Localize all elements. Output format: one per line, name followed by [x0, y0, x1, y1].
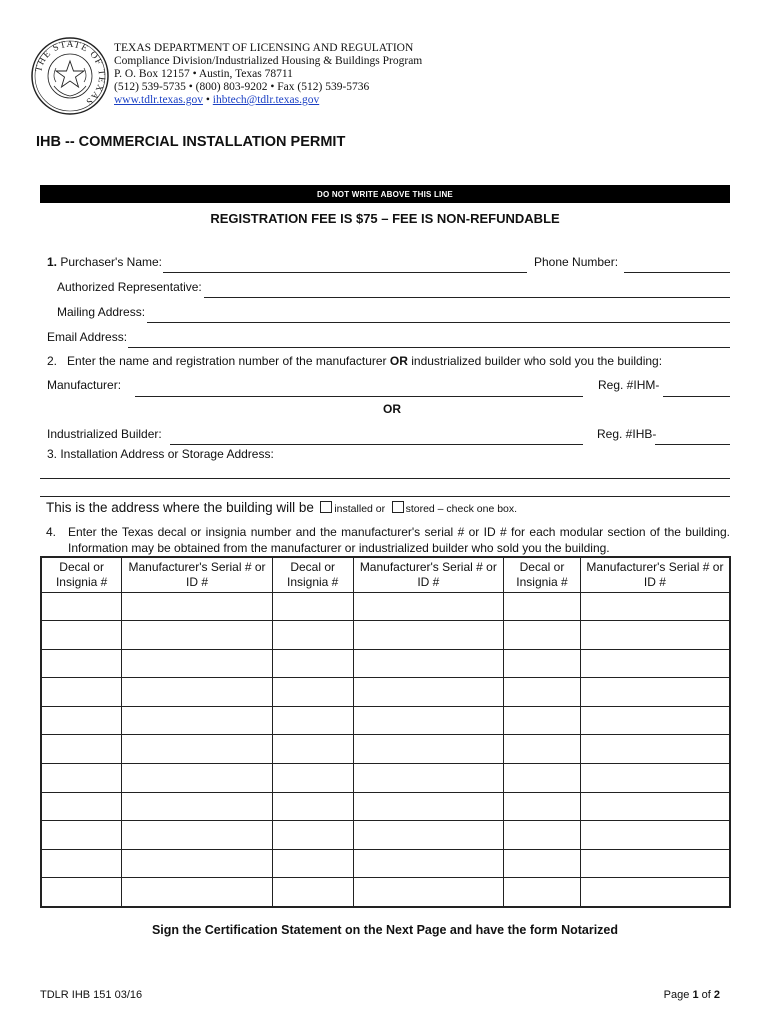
email-link[interactable]: ihbtech@tdlr.texas.gov	[212, 94, 320, 106]
installed-checkbox[interactable]	[320, 501, 332, 513]
form-title: IHB -- COMMERCIAL INSTALLATION PERMIT	[36, 134, 346, 150]
decal-insignia-cell[interactable]	[504, 849, 581, 878]
section-2-number: 2.	[47, 354, 58, 368]
serial-id-cell[interactable]	[580, 849, 730, 878]
table-row	[41, 621, 730, 650]
serial-id-cell[interactable]	[580, 706, 730, 735]
serial-id-cell[interactable]	[122, 621, 273, 650]
serial-table-body	[41, 592, 730, 907]
serial-id-cell[interactable]	[353, 735, 504, 764]
purchaser-name-field[interactable]	[163, 272, 527, 273]
mailing-address-field[interactable]	[147, 322, 730, 323]
section-2-instruction	[47, 354, 662, 368]
installation-address-label: 3. Installation Address or Storage Address:	[47, 447, 274, 461]
section-2-text-after: industrialized builder who sold you the building:	[407, 354, 663, 368]
column-header-serial-2: Manufacturer's Serial # or ID #	[353, 557, 504, 592]
phone-number-field[interactable]	[624, 272, 730, 273]
decal-insignia-cell[interactable]	[504, 706, 581, 735]
page-indicator	[664, 989, 720, 1001]
section-4-number: 4.	[46, 525, 57, 539]
installation-address-field-2[interactable]	[40, 496, 730, 497]
column-header-serial-1: Manufacturer's Serial # or ID #	[122, 557, 273, 592]
do-not-write-bar: DO NOT WRITE ABOVE THIS LINE	[40, 185, 730, 203]
decal-insignia-cell[interactable]	[504, 649, 581, 678]
serial-id-cell[interactable]	[353, 878, 504, 907]
serial-id-cell[interactable]	[122, 706, 273, 735]
texas-seal-logo	[30, 36, 110, 116]
serial-id-cell[interactable]	[122, 735, 273, 764]
serial-id-cell[interactable]	[122, 592, 273, 621]
table-row	[41, 821, 730, 850]
serial-id-cell[interactable]	[122, 764, 273, 793]
decal-insignia-cell[interactable]	[272, 792, 353, 821]
reg-ihb-field[interactable]	[655, 444, 730, 445]
serial-id-cell[interactable]	[580, 649, 730, 678]
serial-id-cell[interactable]	[580, 592, 730, 621]
column-header-decal-1: Decal or Insignia #	[41, 557, 122, 592]
decal-insignia-cell[interactable]	[272, 878, 353, 907]
decal-insignia-cell[interactable]	[41, 821, 122, 850]
page-word: Page	[663, 989, 690, 1001]
reg-ihm-field[interactable]	[663, 396, 730, 397]
serial-id-cell[interactable]	[580, 764, 730, 793]
serial-id-cell[interactable]	[353, 678, 504, 707]
serial-id-cell[interactable]	[580, 821, 730, 850]
section-2-or: OR	[389, 354, 408, 368]
fee-notice: REGISTRATION FEE IS $75 – FEE IS NON-REFUNDABLE	[210, 211, 560, 226]
decal-insignia-cell[interactable]	[41, 706, 122, 735]
serial-id-cell[interactable]	[122, 878, 273, 907]
serial-id-cell[interactable]	[122, 792, 273, 821]
contact-separator: •	[205, 94, 210, 106]
serial-id-cell[interactable]	[122, 821, 273, 850]
decal-insignia-cell[interactable]	[41, 878, 122, 907]
column-header-decal-3: Decal or Insignia #	[504, 557, 581, 592]
table-row	[41, 764, 730, 793]
section-2-text-before: Enter the name and registration number of the manufacturer	[67, 354, 390, 368]
serial-id-cell[interactable]	[353, 764, 504, 793]
serial-id-cell[interactable]	[353, 821, 504, 850]
decal-insignia-cell[interactable]	[504, 821, 581, 850]
decal-insignia-cell[interactable]	[272, 649, 353, 678]
mailing-address-label: Mailing Address:	[57, 305, 146, 319]
agency-phones: (512) 539-5735 • (800) 803-9202 • Fax (512) 539-5736	[114, 81, 370, 93]
decal-insignia-cell[interactable]	[41, 792, 122, 821]
serial-id-cell[interactable]	[580, 878, 730, 907]
decal-insignia-cell[interactable]	[504, 878, 581, 907]
reg-ihm-label: Reg. #IHM-	[598, 378, 660, 392]
manufacturer-field[interactable]	[135, 396, 583, 397]
decal-insignia-cell[interactable]	[272, 621, 353, 650]
section-4-text: Enter the Texas decal or insignia number and the manufacturer's serial # or ID # for each modular section of the building. Information may be obtained from the manufacturer or industrialized builder who sold you the building.	[68, 525, 730, 555]
table-row	[41, 849, 730, 878]
table-row	[41, 678, 730, 707]
table-row	[41, 792, 730, 821]
sign-certification-note: Sign the Certification Statement on the Next Page and have the form Notarized	[151, 923, 619, 937]
industrialized-builder-field[interactable]	[170, 444, 583, 445]
table-row	[41, 878, 730, 907]
table-header-row	[41, 557, 730, 592]
serial-id-cell[interactable]	[353, 592, 504, 621]
website-link[interactable]: www.tdlr.texas.gov	[114, 94, 204, 106]
serial-id-cell[interactable]	[353, 621, 504, 650]
reg-ihb-label: Reg. #IHB-	[597, 427, 657, 441]
column-header-decal-2: Decal or Insignia #	[272, 557, 353, 592]
decal-insignia-cell[interactable]	[504, 735, 581, 764]
decal-insignia-cell[interactable]	[272, 764, 353, 793]
stored-label: stored – check one box.	[405, 503, 518, 515]
install-or-store-row	[46, 499, 517, 517]
purchaser-label-text: Purchaser's Name:	[60, 255, 163, 269]
decal-insignia-cell[interactable]	[504, 621, 581, 650]
purchaser-name-label	[47, 255, 162, 269]
agency-name: TEXAS DEPARTMENT OF LICENSING AND REGULATION	[114, 42, 414, 54]
serial-number-table	[40, 556, 731, 908]
authorized-rep-label: Authorized Representative:	[57, 280, 202, 294]
section-1-number: 1.	[47, 255, 58, 269]
page-of: of	[701, 989, 711, 1001]
serial-id-cell[interactable]	[122, 678, 273, 707]
serial-id-cell[interactable]	[122, 649, 273, 678]
decal-insignia-cell[interactable]	[504, 592, 581, 621]
table-row	[41, 649, 730, 678]
page-total: 2	[713, 989, 720, 1001]
stored-checkbox[interactable]	[392, 501, 404, 513]
industrialized-builder-label: Industrialized Builder:	[47, 427, 162, 441]
decal-insignia-cell[interactable]	[272, 592, 353, 621]
decal-insignia-cell[interactable]	[41, 621, 122, 650]
decal-insignia-cell[interactable]	[41, 678, 122, 707]
building-address-prefix: This is the address where the building will be	[46, 500, 314, 515]
decal-insignia-cell[interactable]	[41, 649, 122, 678]
or-divider: OR	[383, 402, 401, 416]
serial-id-cell[interactable]	[580, 678, 730, 707]
agency-contacts	[114, 94, 319, 107]
serial-id-cell[interactable]	[580, 735, 730, 764]
installed-label: installed or	[334, 503, 386, 515]
decal-insignia-cell[interactable]	[41, 592, 122, 621]
manufacturer-label: Manufacturer:	[47, 378, 122, 392]
table-row	[41, 592, 730, 621]
decal-insignia-cell[interactable]	[41, 849, 122, 878]
agency-division: Compliance Division/Industrialized Housing & Buildings Program	[114, 55, 423, 67]
decal-insignia-cell[interactable]	[504, 792, 581, 821]
decal-insignia-cell[interactable]	[272, 821, 353, 850]
table-row	[41, 735, 730, 764]
serial-id-cell[interactable]	[580, 621, 730, 650]
decal-insignia-cell[interactable]	[272, 735, 353, 764]
authorized-rep-field[interactable]	[204, 297, 730, 298]
section-4-instruction	[46, 524, 730, 556]
decal-insignia-cell[interactable]	[41, 735, 122, 764]
decal-insignia-cell[interactable]	[504, 678, 581, 707]
svg-text:THE STATE OF TEXAS: THE STATE OF TEXAS	[34, 39, 107, 107]
table-row	[41, 706, 730, 735]
agency-address: P. O. Box 12157 • Austin, Texas 78711	[114, 68, 293, 80]
email-address-label: Email Address:	[47, 330, 128, 344]
serial-id-cell[interactable]	[580, 792, 730, 821]
serial-id-cell[interactable]	[353, 649, 504, 678]
decal-insignia-cell[interactable]	[504, 764, 581, 793]
decal-insignia-cell[interactable]	[272, 706, 353, 735]
email-address-field[interactable]	[128, 347, 730, 348]
decal-insignia-cell[interactable]	[41, 764, 122, 793]
form-code: TDLR IHB 151 03/16	[40, 989, 143, 1001]
page-current: 1	[692, 989, 699, 1001]
column-header-serial-3: Manufacturer's Serial # or ID #	[580, 557, 730, 592]
decal-insignia-cell[interactable]	[272, 849, 353, 878]
installation-address-field-1[interactable]	[40, 478, 730, 479]
serial-id-cell[interactable]	[353, 792, 504, 821]
serial-id-cell[interactable]	[122, 849, 273, 878]
decal-insignia-cell[interactable]	[272, 678, 353, 707]
serial-id-cell[interactable]	[353, 849, 504, 878]
serial-id-cell[interactable]	[353, 706, 504, 735]
phone-number-label: Phone Number:	[534, 255, 619, 269]
